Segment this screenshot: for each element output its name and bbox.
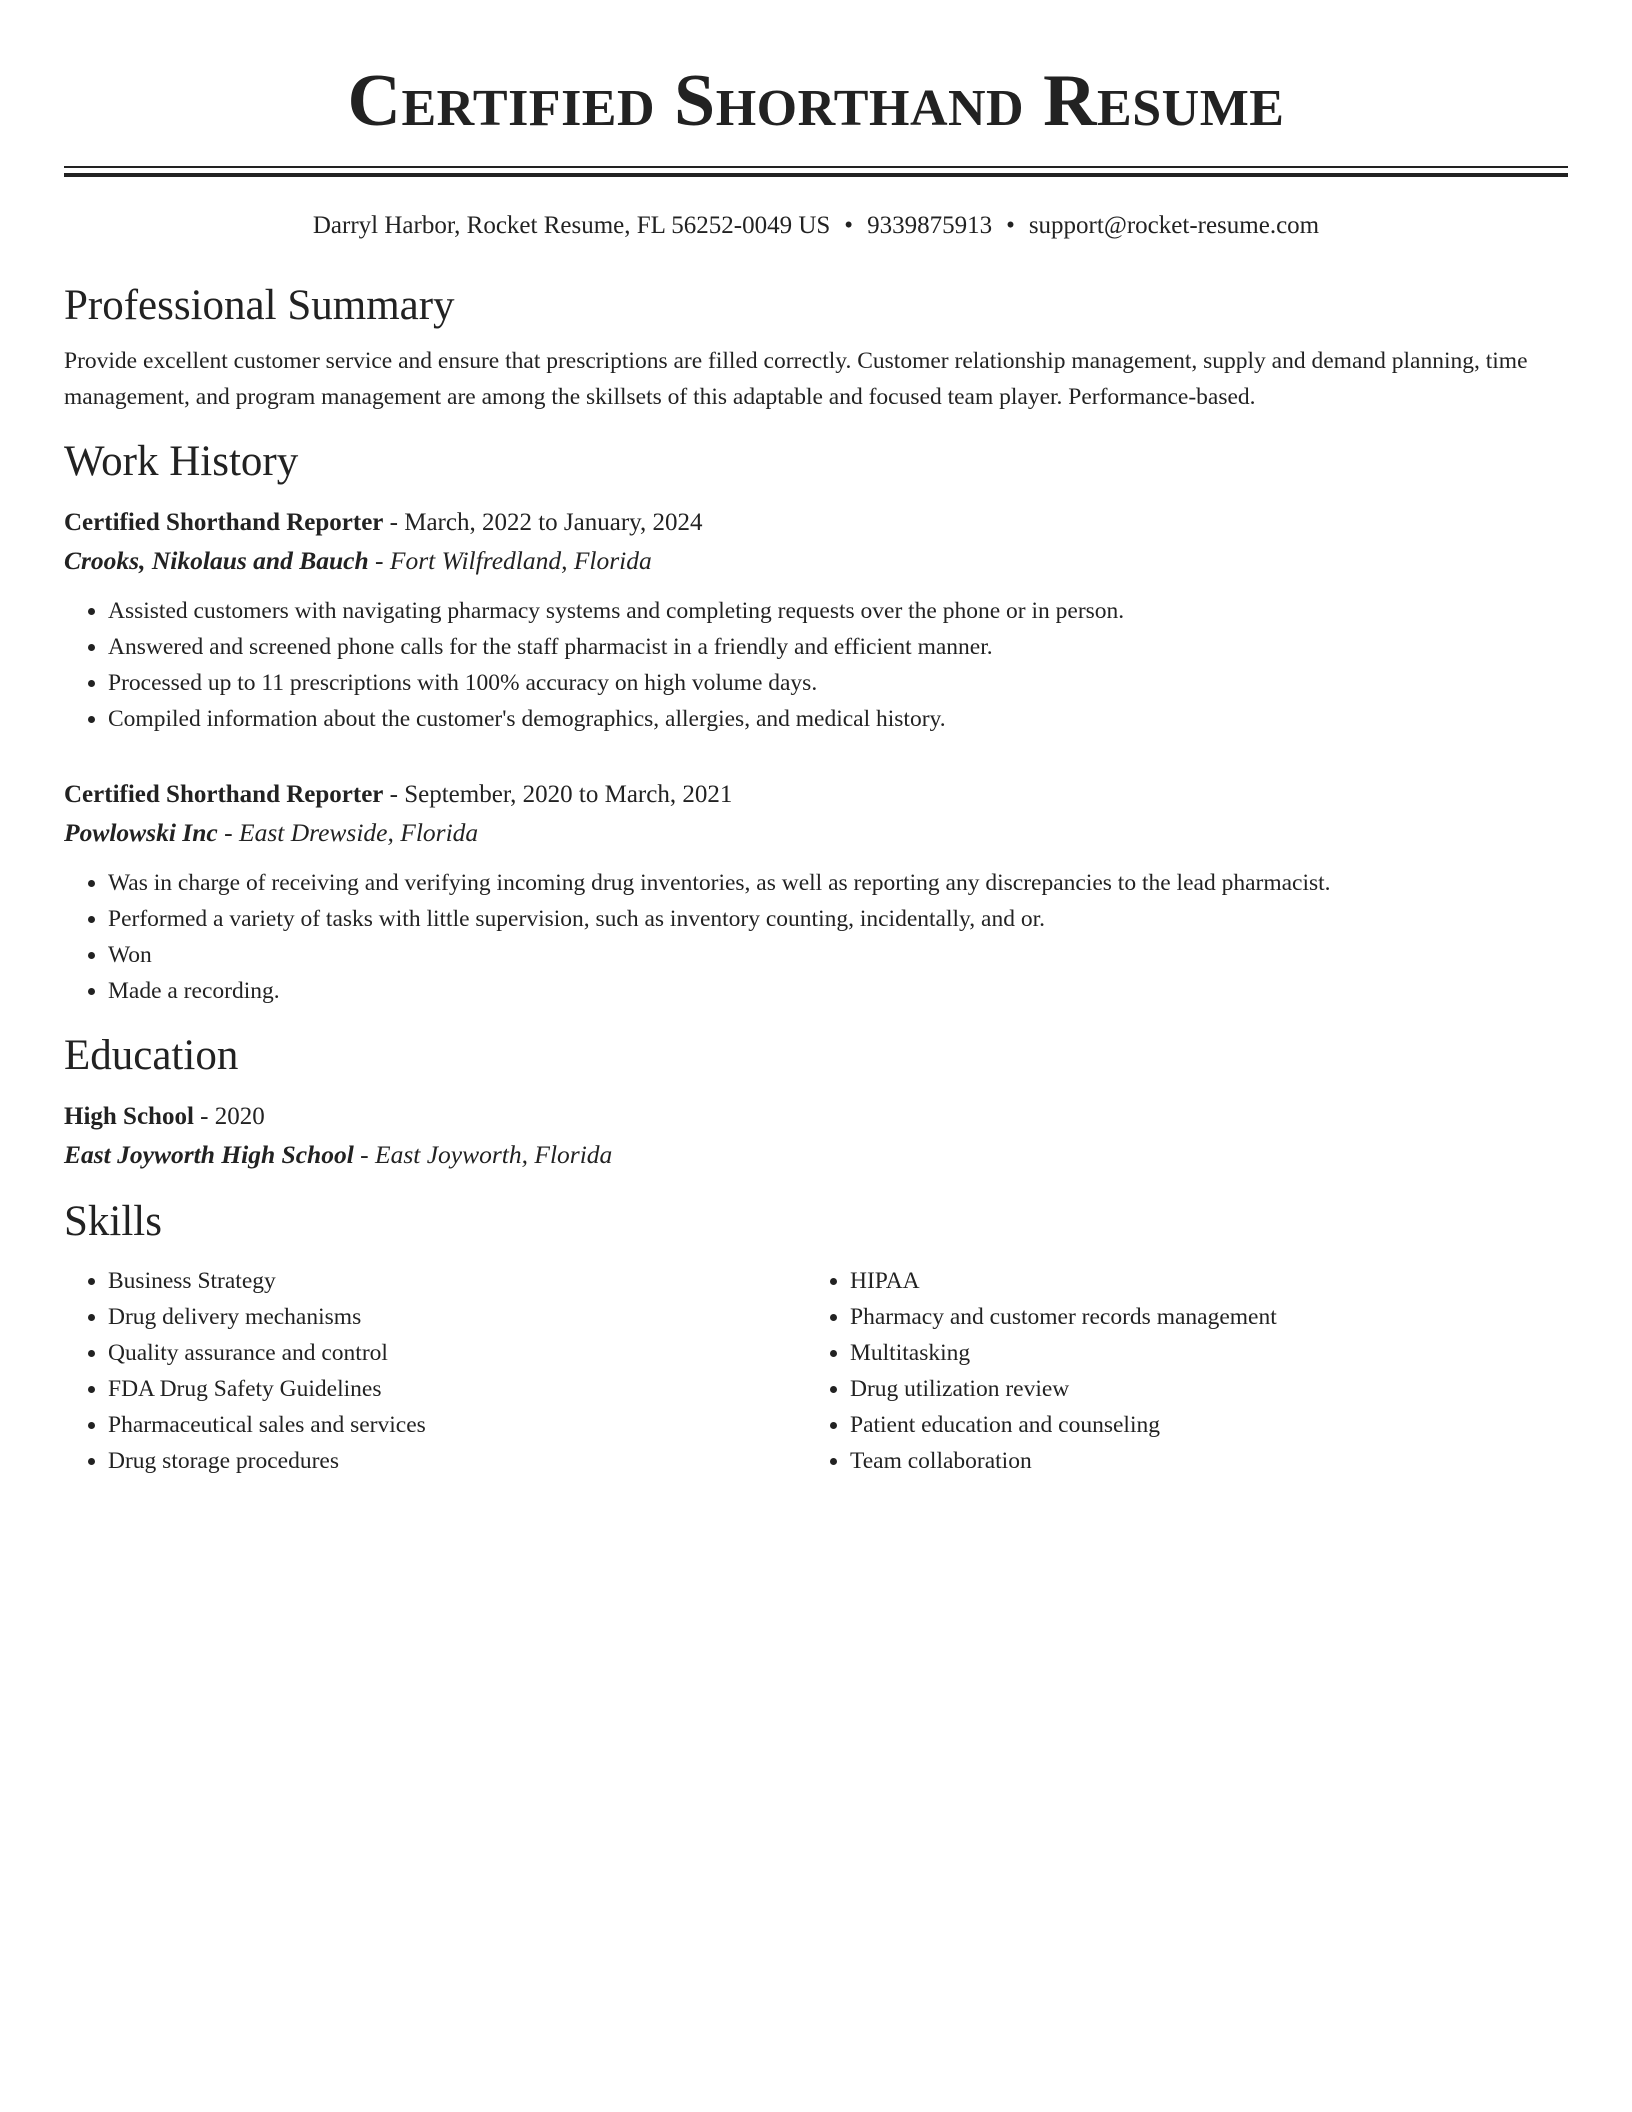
job-entry <box>64 777 1568 1009</box>
skills-heading: Skills <box>64 1198 162 1245</box>
skills-columns <box>64 1263 1568 1479</box>
job-bullet: • Performed a variety of tasks with little supervision, such as inventory counting, incidentally, and or. <box>108 901 1568 937</box>
job-bullet: • Processed up to 11 prescriptions with 100% accuracy on high volume days. <box>108 665 1568 701</box>
education-school: East Joyworth High School <box>64 1140 354 1169</box>
education-year: - 2020 <box>193 1103 265 1130</box>
contact-separator: • <box>1006 212 1015 239</box>
job-dates: - September, 2020 to March, 2021 <box>383 781 733 808</box>
skill-item: • Multitasking <box>850 1335 1548 1371</box>
skills-column-left <box>64 1263 806 1479</box>
job-company-line <box>64 541 1568 581</box>
education-degree-line <box>64 1099 1568 1135</box>
skill-item: • Drug utilization review <box>850 1371 1548 1407</box>
summary-heading: Professional Summary <box>64 282 455 329</box>
job-bullet: • Assisted customers with navigating pharmacy systems and completing requests over the phone or in person. <box>108 593 1568 629</box>
title-divider-thin <box>64 166 1568 168</box>
skill-item: • Quality assurance and control <box>108 1335 806 1371</box>
job-bullet: • Compiled information about the customer's demographics, allergies, and medical history. <box>108 701 1568 737</box>
skill-item: • FDA Drug Safety Guidelines <box>108 1371 806 1407</box>
education-school-line <box>64 1135 1568 1175</box>
job-title: Certified Shorthand Reporter <box>64 509 384 536</box>
summary-text: Provide excellent customer service and ensure that prescriptions are filled correctly. Customer relationship management, supply and demand planning, time management, and program management are among the skillsets of this adaptable and focused team player. Performance-based. <box>64 348 1528 410</box>
skill-item: • Business Strategy <box>108 1263 806 1299</box>
job-bullet: • Was in charge of receiving and verifying incoming drug inventories, as well as reporting any discrepancies to the lead pharmacist. <box>108 865 1568 901</box>
job-entry <box>64 505 1568 737</box>
contact-line <box>64 211 1568 241</box>
job-company: Powlowski Inc <box>64 818 218 847</box>
skill-item: • Patient education and counseling <box>850 1407 1548 1443</box>
resume-page <box>64 0 1568 1479</box>
skill-item: • Pharmaceutical sales and services <box>108 1407 806 1443</box>
job-bullet: • Made a recording. <box>108 973 1568 1009</box>
job-bullets <box>64 865 1568 1009</box>
resume-title: Certified Shorthand Resume <box>347 60 1285 142</box>
contact-address: Darryl Harbor, Rocket Resume, FL 56252-0049 US <box>312 212 831 239</box>
education-location: - East Joyworth, Florida <box>353 1140 613 1169</box>
skill-item: • Drug delivery mechanisms <box>108 1299 806 1335</box>
skills-column-right <box>806 1263 1548 1479</box>
skill-item: • Drug storage procedures <box>108 1443 806 1479</box>
education-degree: High School <box>64 1103 194 1130</box>
job-bullets <box>64 593 1568 737</box>
job-title: Certified Shorthand Reporter <box>64 781 384 808</box>
contact-separator: • <box>844 212 854 239</box>
job-dates: - March, 2022 to January, 2024 <box>383 509 703 536</box>
job-bullet: • Won <box>108 937 1568 973</box>
skill-item: • HIPAA <box>850 1263 1548 1299</box>
job-title-line <box>64 777 1568 813</box>
job-location: - Fort Wilfredland, Florida <box>368 546 652 575</box>
skills-list-left <box>64 1263 806 1479</box>
job-company-line <box>64 813 1568 853</box>
work-history-heading: Work History <box>64 438 299 485</box>
job-bullet: • Answered and screened phone calls for the staff pharmacist in a friendly and efficient manner. <box>108 629 1568 665</box>
job-title-line <box>64 505 1568 541</box>
contact-email: support@rocket-resume.com <box>1028 212 1320 239</box>
skill-item: • Pharmacy and customer records management <box>850 1299 1548 1335</box>
title-divider-thick <box>64 173 1568 177</box>
job-location: - East Drewside, Florida <box>217 818 479 847</box>
job-company: Crooks, Nikolaus and Bauch <box>64 546 369 575</box>
skills-list-right <box>806 1263 1548 1479</box>
education-heading: Education <box>64 1032 239 1079</box>
education-entry <box>64 1099 1568 1175</box>
skill-item: • Team collaboration <box>850 1443 1548 1479</box>
contact-phone: 9339875913 <box>867 212 993 239</box>
